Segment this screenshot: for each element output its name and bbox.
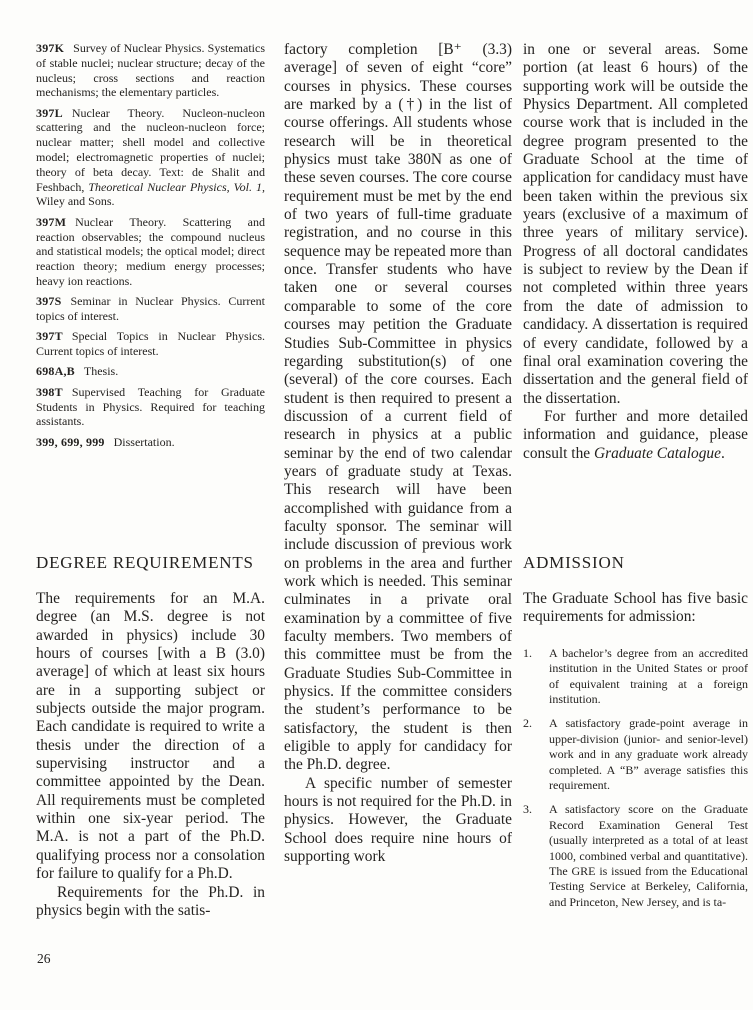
middle-paragraph-2: A specific number of semester hours is not required for the Ph.D. in physics. However, the Graduate School does require nine hours of supporting work bbox=[284, 774, 512, 866]
course-description: Nuclear Theory. Nucleon-nucleon scattering and the nucleon-nucleon force; nuclear matter; shell model and collective model; electromagnetic properties of nuclei; theory of beta decay. Text: de Shalit and Feshbach, bbox=[36, 105, 265, 194]
course-code: 397M bbox=[36, 214, 67, 229]
requirement-number: 3. bbox=[523, 802, 532, 817]
course-description: Supervised Teaching for Graduate Students in Physics. Required for teaching assistants. bbox=[36, 384, 265, 429]
requirement-item bbox=[523, 646, 748, 708]
course-description: Survey of Nuclear Physics. Systematics of stable nuclei; nuclear structure; decay of the nucleus; cross sections and reaction mechanisms; the elementary particles. bbox=[36, 41, 265, 100]
requirement-item bbox=[523, 716, 748, 793]
right-paragraph-2-end: . bbox=[720, 444, 725, 462]
course-list bbox=[36, 41, 265, 455]
right-paragraph-1: in one or several areas. Some portion (at least 6 hours) of the supporting work will be outside the Physics Department. All completed course work that is included in the degree program presented to the Graduate School at the time of application for candidacy must have been taken within the previous six years (exclusive of a maximum of three years of military service). Progress of all doctoral candidates is subject to review by the Dean if not completed within three years from the date of admission to candidacy. A dissertation is required of every candidate, followed by a final oral examination covering the dissertation and the general field of the dissertation. bbox=[523, 41, 748, 407]
requirement-number: 1. bbox=[523, 645, 532, 660]
requirement-item bbox=[523, 802, 748, 910]
right-paragraph-2-text: For further and more detailed information and guidance, please consult the bbox=[523, 407, 748, 462]
book-title-italic: Theoretical Nuclear Physics, Vol. 1, bbox=[88, 179, 266, 194]
admission-intro: The Graduate School has five basic requirements for admission: bbox=[523, 590, 748, 626]
course-entry bbox=[36, 215, 265, 289]
course-code: 397S bbox=[36, 294, 62, 309]
course-description: Wiley and Sons. bbox=[36, 194, 115, 209]
admission-heading: ADMISSION bbox=[523, 553, 625, 572]
page-number: 26 bbox=[37, 951, 51, 966]
course-code: 698A,B bbox=[36, 364, 75, 379]
course-entry bbox=[36, 364, 265, 379]
requirement-text: A satisfactory score on the Graduate Record Examination General Test (usually interpreted as a total of at least 1000, combined verbal and quantitative). The GRE is issued from the Educational Testing Service at Berkeley, California, and Princeton, New Jersey, and is ta- bbox=[549, 802, 748, 909]
graduate-catalogue-italic: Graduate Catalogue bbox=[593, 444, 721, 462]
course-description: Seminar in Nuclear Physics. Current topics of interest. bbox=[36, 294, 265, 324]
course-entry bbox=[36, 329, 265, 359]
admission-section bbox=[523, 545, 748, 919]
right-paragraph-2 bbox=[523, 408, 748, 463]
requirements-list bbox=[523, 646, 748, 911]
course-description: Thesis. bbox=[83, 364, 119, 379]
course-code: 397K bbox=[36, 41, 65, 55]
course-entry bbox=[36, 41, 265, 100]
course-description: Nuclear Theory. Scattering and reaction observables; the compound nucleus and statistical models; the optical model; direct reaction theory; medium energy processes; heavy ion reactions. bbox=[36, 214, 265, 288]
requirement-text: A bachelor’s degree from an accredited institution in the United States or proof of equivalent training at a foreign institution. bbox=[549, 645, 748, 706]
right-column-top bbox=[523, 41, 748, 463]
course-description: Dissertation. bbox=[113, 434, 175, 449]
requirement-text: A satisfactory grade-point average in upper-division (junior- and senior-level) work and in any graduate work already completed. A “B” average satisfies this requirement. bbox=[549, 716, 748, 792]
middle-paragraph-1: factory completion [B⁺ (3.3) average] of seven of eight “core” courses in physics. These courses are marked by a (†) in the list of course offerings. All students whose research will be in theoretical physics must take 380N as one of these seven courses. The core course requirement must be met by the end of two years of full-time graduate registration, and no course in this sequence may be repeated more than once. Transfer students who have taken one or several courses comparable to some of the core courses may petition the Graduate Studies Sub-Committee in physics regarding substitution(s) of one (several) of the core courses. Each student is then required to present a discussion of a current field of research in physics at a public seminar by the end of two calendar years of graduate study at Texas. This research will have been accomplished with guidance from a faculty sponsor. The seminar will include discussion of previous work on problems in the area and further work which is needed. This seminar culminates in a private oral examination by a committee of five faculty members. Two members of this committee must be from the Graduate Studies Sub-Committee in physics. If the committee considers the student’s performance to be satisfactory, the student is then eligible to apply for candidacy for the Ph.D. degree. bbox=[284, 41, 512, 774]
degree-requirements-section bbox=[36, 545, 265, 920]
course-code: 397L bbox=[36, 105, 63, 120]
requirement-number: 2. bbox=[523, 716, 532, 731]
course-entry bbox=[36, 385, 265, 429]
degree-paragraph-1: The requirements for an M.A. degree (an M.S. degree is not awarded in physics) include 30 hours of courses [with a B (3.0) average] of which at least six hours are in a supporting subject or subjects outside the major program. Each candidate is required to write a thesis under the direction of a supervising instructor and a committee appointed by the Dean. All requirements must be completed within one six-year period. The M.A. is not a part of the Ph.D. qualifying process nor a consolation for failure to qualify for a Ph.D. bbox=[36, 590, 265, 883]
degree-requirements-heading: DEGREE REQUIREMENTS bbox=[36, 553, 254, 572]
course-code: 399, 699, 999 bbox=[36, 434, 105, 449]
course-entry bbox=[36, 294, 265, 324]
course-description: Special Topics in Nuclear Physics. Current topics of interest. bbox=[36, 329, 265, 359]
course-entry bbox=[36, 435, 265, 450]
course-code: 397T bbox=[36, 329, 63, 344]
degree-paragraph-2: Requirements for the Ph.D. in physics begin with the satis- bbox=[36, 883, 265, 919]
course-entry bbox=[36, 106, 265, 210]
course-code: 398T bbox=[36, 384, 63, 399]
middle-column bbox=[284, 41, 512, 866]
